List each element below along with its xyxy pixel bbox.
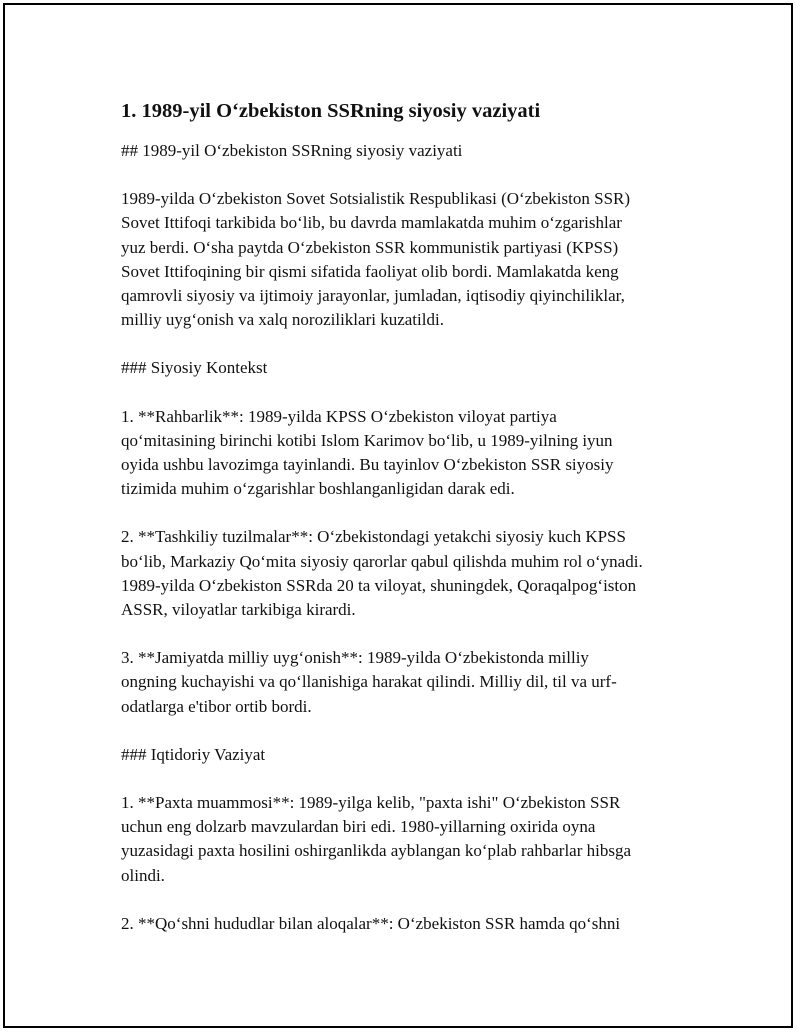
subsection-heading-economic-situation: ### Iqtidoriy Vaziyat — [121, 744, 266, 764]
subsection-heading-political-context: ### Siyosiy Kontekst — [121, 358, 268, 378]
list-item-organizational-structures: 2. **Tashkiliy tuzilmalar**: O‘zbekistondagi yetakchi siyosiy kuch KPSS bo‘lib, Markaziy Qo‘mita siyosiy qarorlar qabul qilishda muhim rol o‘ynadi. 1989-yilda O‘zbekiston SSRda 20 ta viloyat, shuningdek, Qoraqalpog‘iston ASSR, viloyatlar tarkibiga kirardi. — [121, 527, 643, 620]
intro-paragraph: 1989-yilda O‘zbekiston Sovet Sotsialistik Respublikasi (O‘zbekiston SSR) Sovet Ittifoqi tarkibida bo‘lib, bu davrda mamlakatda muhim o‘zgarishlar yuz berdi. O‘sha paytda O‘zbekiston SSR kommunistik partiyasi (KPSS) Sovet Ittifoqining bir qismi sifatida faoliyat olib bordi. Mamlakatda keng qamrovli siyosiy va ijtimoiy jarayonlar, jumladan, iqtisodiy qiyinchiliklar, milliy uyg‘onish va xalq noroziliklari kuzatildi. — [121, 189, 631, 330]
document-page — [3, 3, 793, 1028]
document-body — [121, 97, 681, 960]
list-item-neighbor-relations: 2. **Qo‘shni hududlar bilan aloqalar**: O‘zbekiston SSR hamda qo‘shni — [121, 913, 621, 933]
section-heading-markdown: ## 1989-yil O‘zbekiston SSRning siyosiy vaziyati — [121, 141, 463, 160]
list-item-cotton-problem: 1. **Paxta muammosi**: 1989-yilga kelib, "paxta ishi" O‘zbekiston SSR uchun eng dolzarb mavzulardan biri edi. 1980-yillarning oxirida oyna yuzasidagi paxta hosilini oshirganlikda ayblangan ko‘plab rahbarlar hibsga olindi. — [121, 793, 632, 885]
list-item-leadership: 1. **Rahbarlik**: 1989-yilda KPSS O‘zbekiston viloyat partiya qo‘mitasining birinchi kotibi Islom Karimov bo‘lib, u 1989-yilning iyun oyida ushbu lavozimga tayinlandi. Bu tayinlov O‘zbekiston SSR siyosiy tizimida muhim o‘zgarishlar boshlanganligidan darak edi. — [121, 406, 614, 499]
list-item-national-revival: 3. **Jamiyatda milliy uyg‘onish**: 1989-yilda O‘zbekistonda milliy ongning kuchayishi va qo‘llanishiga harakat qilindi. Milliy dil, til va urf- odatlarga e'tibor ortib bordi. — [121, 648, 617, 716]
page-title: 1. 1989-yil O‘zbekiston SSRning siyosiy vaziyati — [121, 100, 541, 122]
